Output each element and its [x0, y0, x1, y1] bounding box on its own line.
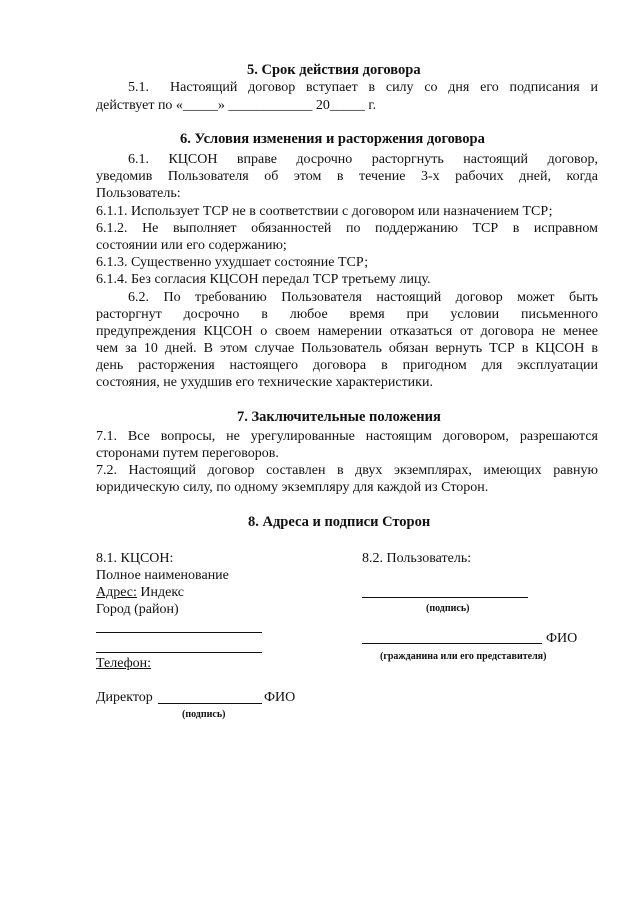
- kcson-blank-line-1: [96, 632, 262, 633]
- user-fio: ФИО: [546, 631, 578, 646]
- kcson-phone: Телефон:: [96, 656, 152, 671]
- director-signature-line: [158, 703, 262, 704]
- user-signature-line: [362, 597, 528, 598]
- user-fio-caption: (гражданина или его представителя): [380, 651, 547, 662]
- user-title: 8.2. Пользователь:: [362, 551, 472, 566]
- clause-7-1-line1: 7.1. Все вопросы, не урегулированные настоящим договором, разрешаются: [96, 429, 598, 444]
- clause-6-2-line2: расторгнут досрочно в любое время при условии письменного: [96, 307, 598, 322]
- clause-6-1-4: 6.1.4. Без согласия КЦСОН передал ТСР третьему лицу.: [96, 272, 431, 287]
- clause-6-1-3: 6.1.3. Существенно ухудшает состояние ТСР;: [96, 255, 369, 270]
- director-signature-caption: (подпись): [182, 709, 226, 720]
- clause-6-1-line3: Пользователь:: [96, 186, 181, 201]
- clause-7-1-line2: сторонами путем переговоров.: [96, 446, 279, 461]
- clause-6-1-line2: уведомив Пользователя об этом в течение 3-х рабочих дней, когда: [96, 169, 598, 184]
- clause-6-2-line1: 6.2. По требованию Пользователя настоящий договор может быть: [128, 290, 598, 305]
- clause-5-1-number: 5.1.: [128, 80, 149, 95]
- kcson-address: [96, 584, 184, 601]
- kcson-address-index: Индекс: [136, 585, 185, 600]
- clause-5-1-line1: Настоящий договор вступает в силу со дня его подписания и: [170, 80, 598, 95]
- kcson-full-name: Полное наименование: [96, 568, 229, 583]
- clause-6-2-line3: предупреждения КЦСОН о своем намерении отказаться от договора не менее: [96, 324, 598, 339]
- user-signature-caption: (подпись): [426, 603, 470, 614]
- clause-6-2-line5: день расторжения настоящего договора в пригодном для эксплуатации: [96, 358, 598, 373]
- section-7-heading: 7. Заключительные положения: [237, 409, 441, 425]
- kcson-title: 8.1. КЦСОН:: [96, 551, 174, 566]
- kcson-address-label: Адрес:: [96, 585, 137, 600]
- clause-6-1-2-line2: состоянии или его содержанию;: [96, 238, 287, 253]
- clause-6-1-1: 6.1.1. Использует ТСР не в соответствии с договором или назначением ТСР;: [96, 204, 553, 219]
- clause-7-2-line1: 7.2. Настоящий договор составлен в двух экземплярах, имеющих равную: [96, 463, 598, 478]
- section-8-heading: 8. Адреса и подписи Сторон: [248, 514, 431, 530]
- director-label: Директор: [96, 690, 153, 705]
- director-fio: ФИО: [264, 690, 296, 705]
- user-fio-line: [362, 643, 542, 644]
- clause-6-1-2-line1: 6.1.2. Не выполняет обязанностей по поддержанию ТСР в исправном: [96, 221, 598, 236]
- clause-5-1-line2: действует по «_____» ____________ 20_____ г.: [96, 98, 377, 113]
- clause-6-2-line4: чем за 10 дней. В этом случае Пользователь обязан вернуть ТСР в КЦСОН в: [96, 341, 598, 356]
- section-5-heading: 5. Срок действия договора: [247, 62, 421, 78]
- kcson-city: Город (район): [96, 602, 179, 617]
- clause-7-2-line2: юридическую силу, по одному экземпляру для каждой из Сторон.: [96, 480, 489, 495]
- section-6-heading: 6. Условия изменения и расторжения договора: [180, 131, 485, 147]
- clause-6-2-line6: состояния, не ухудшив его технические характеристики.: [96, 375, 433, 390]
- clause-6-1-line1: 6.1. КЦСОН вправе досрочно расторгнуть настоящий договор,: [128, 152, 598, 167]
- kcson-blank-line-2: [96, 652, 262, 653]
